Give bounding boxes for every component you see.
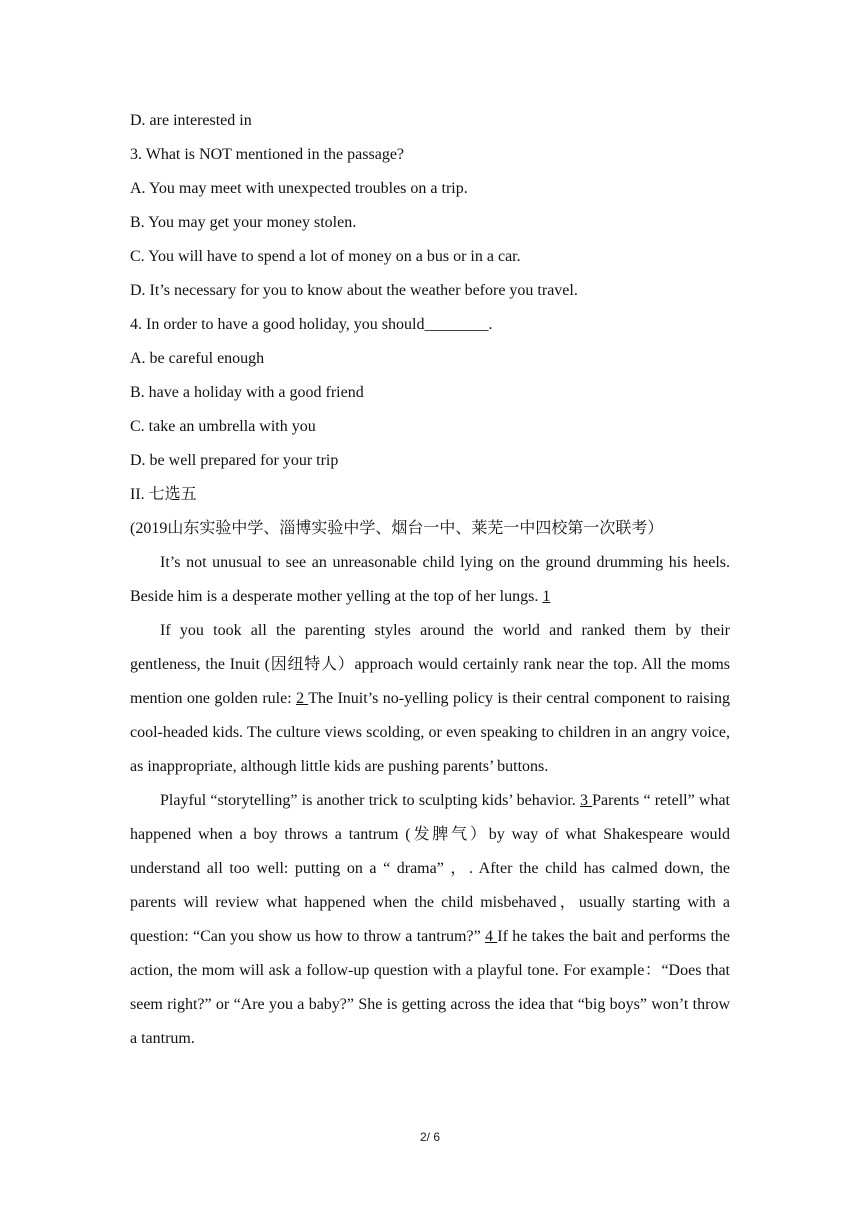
- section-heading: II. 七选五: [130, 486, 197, 503]
- option-a-q3: A. You may meet with unexpected troubles on a trip.: [130, 180, 468, 197]
- blank-2: 2: [296, 690, 309, 707]
- page-content: [130, 104, 730, 1056]
- paragraph-1-text: It’s not unusual to see an unreasonable child lying on the ground drumming his heels. Beside him is a desperate mother yelling at the top of her lungs.: [130, 554, 730, 605]
- option-d-q4: D. be well prepared for your trip: [130, 452, 339, 469]
- blank-3: 3: [579, 792, 593, 809]
- option-d-q2: D. are interested in: [130, 112, 252, 129]
- blank-4: 4: [484, 928, 498, 945]
- paragraph-3-text-a: Playful “storytelling” is another trick to sculpting kids’ behavior.: [160, 792, 580, 809]
- option-b-q3: B. You may get your money stolen.: [130, 214, 357, 231]
- option-a-q4: A. be careful enough: [130, 350, 265, 367]
- paragraph-2-text-a: If you took all the parenting styles around the world and ranked them by their gentleness, the Inuit (因纽特人）approach would certainly rank near the top. All the moms mention one golden rule:: [130, 622, 730, 707]
- option-c-q3: C. You will have to spend a lot of money on a bus or in a car.: [130, 248, 521, 265]
- question-4: 4. In order to have a good holiday, you should________.: [130, 316, 493, 333]
- paragraph-2: [130, 614, 730, 784]
- page-number: 2/ 6: [419, 1130, 440, 1144]
- paragraph-2-text-b: The Inuit’s no-yelling policy is their central component to raising cool-headed kids. The culture views scolding, or even speaking to children in an angry voice, as inappropriate, although little kids are pushing parents’ buttons.: [130, 690, 731, 775]
- blank-1: 1: [542, 588, 551, 605]
- option-b-q4: B. have a holiday with a good friend: [130, 384, 364, 401]
- paragraph-1: [130, 546, 730, 614]
- paragraph-3-text-b: Parents “ retell” what happened when a boy throws a tantrum (发脾气）by way of what Shakespeare would understand all too well: putting on a “ drama” ，. After the child has calmed down, the parents will review what happened when the child misbehaved，usually starting with a question: “Can you show us how to throw a tantrum?”: [130, 792, 730, 945]
- source-note: (2019山东实验中学、淄博实验中学、烟台一中、莱芜一中四校第一次联考）: [130, 520, 664, 537]
- question-3: 3. What is NOT mentioned in the passage?: [130, 146, 405, 163]
- option-c-q4: C. take an umbrella with you: [130, 418, 316, 435]
- paragraph-3-text-c: If he takes the bait and performs the action, the mom will ask a follow-up question with a playful tone. For example：“Does that seem right?” or “Are you a baby?” She is getting across the idea that “big boys” won’t throw a tantrum.: [130, 928, 731, 1047]
- option-d-q3: D. It’s necessary for you to know about the weather before you travel.: [130, 282, 578, 299]
- paragraph-3: [130, 784, 730, 1056]
